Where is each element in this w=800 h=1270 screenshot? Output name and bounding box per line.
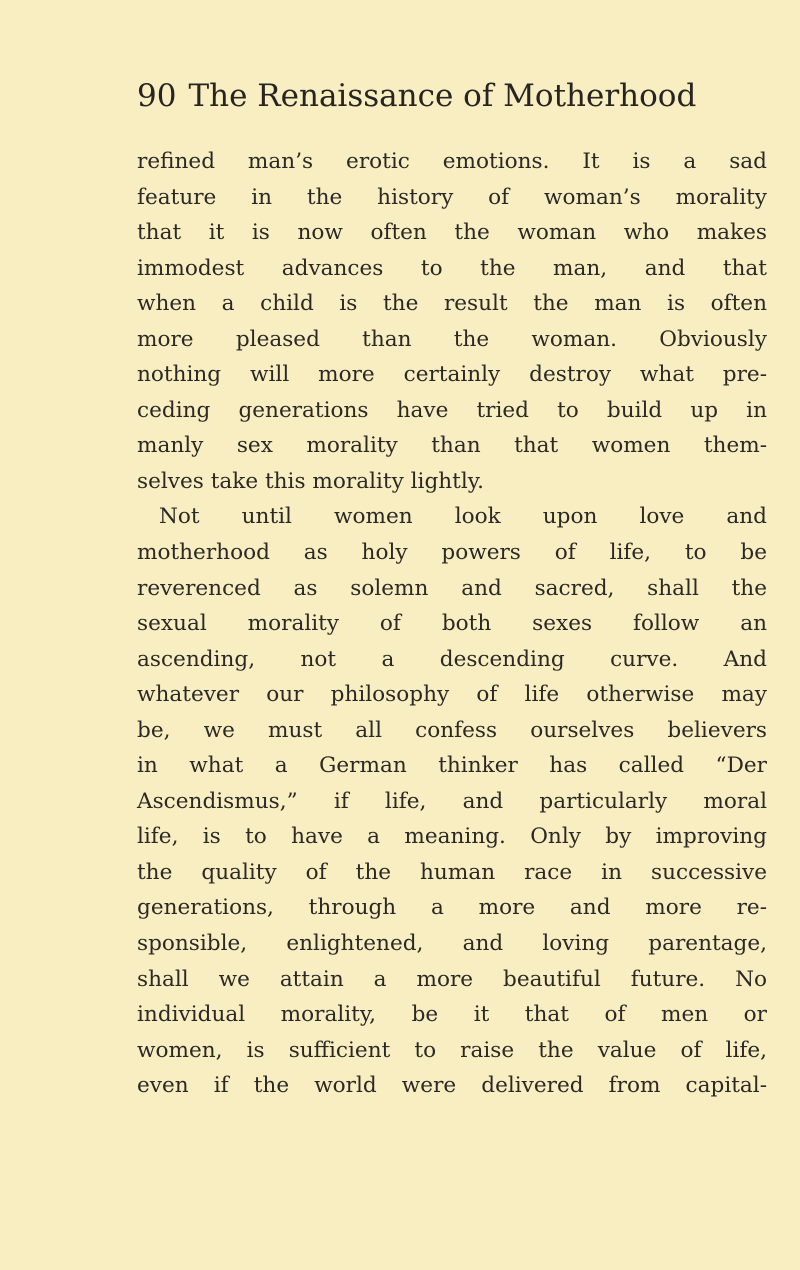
- text-line: in what a German thinker has called “Der: [137, 753, 767, 779]
- text-line: sexual morality of both sexes follow an: [137, 611, 767, 637]
- text-line: the quality of the human race in successive: [137, 859, 767, 885]
- text-line: even if the world were delivered from capital-: [137, 1073, 767, 1099]
- text-line: ascending, not a descending curve. And: [137, 646, 767, 672]
- text-line: nothing will more certainly destroy what pre-: [137, 362, 767, 388]
- text-line: manly sex morality than that women them-: [137, 433, 767, 459]
- body-text: [137, 144, 767, 1104]
- text-line: feature in the history of woman’s morality: [137, 184, 767, 210]
- text-line: life, is to have a meaning. Only by improving: [137, 824, 767, 850]
- page-number: 90: [137, 78, 177, 114]
- text-line: ceding generations have tried to build up in: [137, 397, 767, 423]
- paragraph-end-line: selves take this morality lightly.: [137, 468, 484, 494]
- text-line: shall we attain a more beautiful future. No: [137, 966, 767, 992]
- text-line: that it is now often the woman who makes: [137, 220, 767, 246]
- text-line: refined man’s erotic emotions. It is a sad: [137, 149, 767, 174]
- text-line: motherhood as holy powers of life, to be: [137, 540, 767, 566]
- page-header: [137, 78, 757, 122]
- text-line: Ascendismus,” if life, and particularly moral: [137, 788, 767, 814]
- text-line: immodest advances to the man, and that: [137, 255, 767, 281]
- text-line: generations, through a more and more re-: [137, 895, 767, 921]
- text-line: when a child is the result the man is often: [137, 291, 767, 317]
- text-line: reverenced as solemn and sacred, shall the: [137, 575, 767, 601]
- text-line: more pleased than the woman. Obviously: [137, 326, 767, 352]
- text-line: sponsible, enlightened, and loving parentage,: [137, 931, 767, 957]
- text-line: be, we must all confess ourselves believers: [137, 717, 767, 743]
- text-line: women, is sufficient to raise the value of life,: [137, 1037, 767, 1063]
- text-line: individual morality, be it that of men or: [137, 1002, 767, 1028]
- running-title: The Renaissance of Motherhood: [188, 78, 697, 114]
- paragraph-start-line: Not until women look upon love and: [159, 504, 767, 530]
- text-line: whatever our philosophy of life otherwise may: [137, 682, 767, 708]
